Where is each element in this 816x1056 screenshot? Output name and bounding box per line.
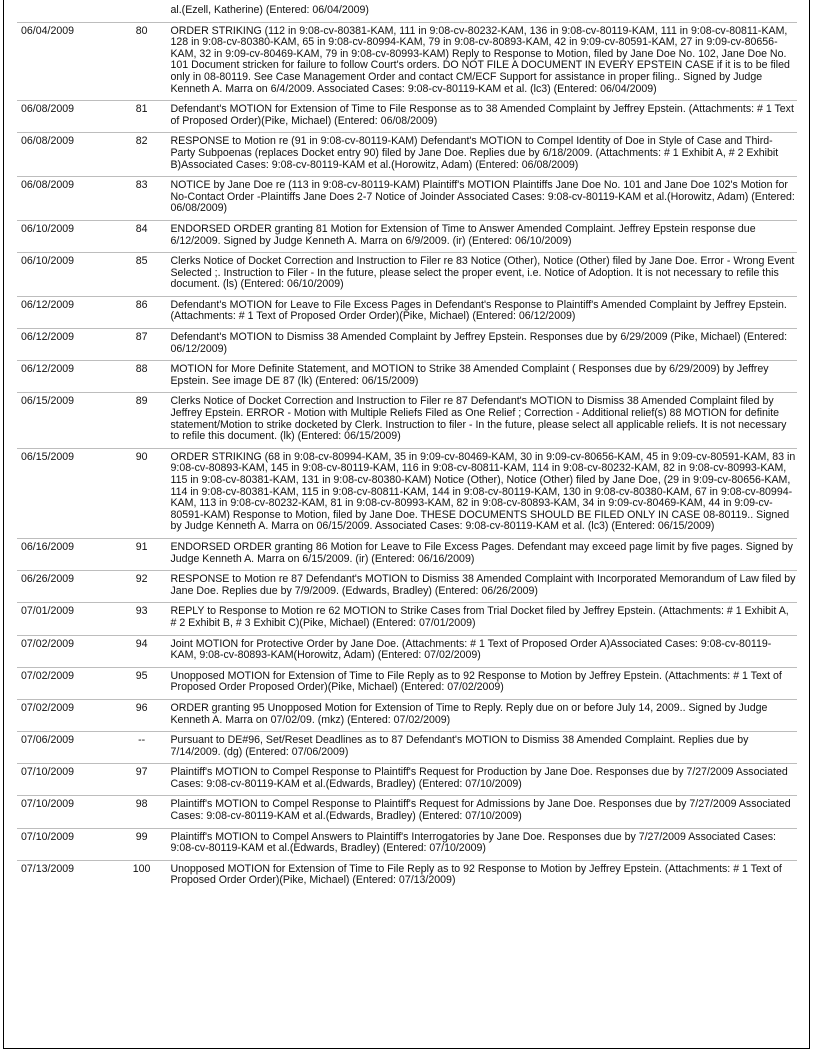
entry-number: 95: [113, 667, 171, 699]
entry-number: 91: [113, 538, 171, 570]
entry-number: 84: [113, 220, 171, 252]
continuation-text: al.(Ezell, Katherine) (Entered: 06/04/2009): [170, 4, 369, 16]
entry-date: 06/10/2009: [17, 220, 113, 252]
docket-entry-row: [17, 764, 797, 796]
entry-date: 07/10/2009: [17, 764, 113, 796]
docket-entry-row: [17, 253, 797, 297]
entry-number: 96: [113, 699, 171, 731]
docket-entry-row: [17, 571, 797, 603]
entry-date: 06/08/2009: [17, 133, 113, 177]
entry-date: 06/04/2009: [17, 22, 113, 101]
docket-body: [17, 5, 797, 892]
entry-date: 06/12/2009: [17, 329, 113, 361]
entry-text: NOTICE by Jane Doe re (113 in 9:08-cv-80119-KAM) Plaintiff's MOTION Plaintiffs Jane Doe No. 101 and Jane Doe 102's Motion for No-Contact Order -Plaintiffs Jane Does 2-7 Notice of Joinder Associated Cases: 9:08-cv-80119-KAM et al.(Horowitz, Adam) (Entered: 06/08/2009): [170, 177, 797, 221]
entry-date: 06/15/2009: [17, 393, 113, 448]
entry-date: 06/12/2009: [17, 296, 113, 328]
entry-number: 89: [113, 393, 171, 448]
entry-text: REPLY to Response to Motion re 62 MOTION to Strike Cases from Trial Docket filed by Jeffrey Epstein. (Attachments: # 1 Exhibit A, # 2 Exhibit B, # 3 Exhibit C)(Pike, Michael) (Entered: 07/01/2009): [170, 603, 797, 635]
entry-date: 06/26/2009: [17, 571, 113, 603]
entry-date: 06/16/2009: [17, 538, 113, 570]
entry-date: 07/10/2009: [17, 796, 113, 828]
entry-text: Plaintiff's MOTION to Compel Response to Plaintiff's Request for Production by Jane Doe. Responses due by 7/27/2009 Associated Cases: 9:08-cv-80119-KAM et al.(Edwards, Bradley) (Entered: 07/10/2009): [170, 764, 797, 796]
entry-number: 88: [113, 361, 171, 393]
docket-entry-row: [17, 133, 797, 177]
entry-text: ENDORSED ORDER granting 86 Motion for Leave to File Excess Pages. Defendant may exceed page limit by five pages. Signed by Judge Kenneth A. Marra on 6/15/2009. (ir) (Entered: 06/16/2009): [170, 538, 797, 570]
entry-number: 86: [113, 296, 171, 328]
entry-text: Defendant's MOTION for Extension of Time to File Response as to 38 Amended Complaint by Jeffrey Epstein. (Attachments: # 1 Text of Proposed Order)(Pike, Michael) (Entered: 06/08/2009): [170, 101, 797, 133]
entry-text: Clerks Notice of Docket Correction and Instruction to Filer re 83 Notice (Other), Notice (Other) filed by Jane Doe. Error - Wrong Event Selected ;. Instruction to Filer - In the future, please select the proper event, i.e. Notice of Adoption. It is not necessary to refile this document. (ls) (Entered: 06/10/2009): [170, 253, 797, 297]
entry-text: Defendant's MOTION for Leave to File Excess Pages in Defendant's Response to Plaintiff's Amended Complaint by Jeffrey Epstein. (Attachments: # 1 Text of Proposed Order Order)(Pike, Michael) (Entered: 06/12/2009): [170, 296, 797, 328]
entry-text: RESPONSE to Motion re 87 Defendant's MOTION to Dismiss 38 Amended Complaint with Incorporated Memorandum of Law filed by Jane Doe. Replies due by 7/9/2009. (Edwards, Bradley) (Entered: 06/26/2009): [170, 571, 797, 603]
continuation-row: [17, 5, 797, 22]
entry-text: ENDORSED ORDER granting 81 Motion for Extension of Time to Answer Amended Complaint. Jeffrey Epstein response due 6/12/2009. Signed by Judge Kenneth A. Marra on 6/9/2009. (ir) (Entered: 06/10/2009): [170, 220, 797, 252]
docket-entry-row: [17, 101, 797, 133]
docket-entry-row: [17, 732, 797, 764]
docket-entry-row: [17, 296, 797, 328]
entry-text: RESPONSE to Motion re (91 in 9:08-cv-80119-KAM) Defendant's MOTION to Compel Identity of Doe in Style of Case and Third-Party Subpoenas (replaces Docket entry 90) filed by Jane Doe. Replies due by 6/18/2009. (Attachments: # 1 Exhibit A, # 2 Exhibit B)Associated Cases: 9:08-cv-80119-KAM et al.(Horowitz, Adam) (Entered: 06/08/2009): [170, 133, 797, 177]
entry-text: Defendant's MOTION to Dismiss 38 Amended Complaint by Jeffrey Epstein. Responses due by 6/29/2009 (Pike, Michael) (Entered: 06/12/2009): [170, 329, 797, 361]
entry-number: 82: [113, 133, 171, 177]
entry-text: Plaintiff's MOTION to Compel Response to Plaintiff's Request for Admissions by Jane Doe. Responses due by 7/27/2009 Associated Cases: 9:08-cv-80119-KAM et al.(Edwards, Bradley) (Entered: 07/10/2009): [170, 796, 797, 828]
entry-text: ORDER STRIKING (68 in 9:08-cv-80994-KAM, 35 in 9:09-cv-80469-KAM, 30 in 9:09-cv-80656-KAM, 45 in 9:09-cv-80591-KAM, 83 in 9:08-cv-80893-KAM, 145 in 9:08-cv-80119-KAM, 116 in 9:08-cv-80811-KAM, 114 in 9:08-cv-80232-KAM, 82 in 9:08-cv-80993-KAM, 115 in 9:08-cv-80381-KAM, 131 in 9:08-cv-80380-KAM) Notice (Other), Notice (Other) filed by Jane Doe, (29 in 9:09-cv-80656-KAM, 114 in 9:08-cv-80381-KAM, 115 in 9:08-cv-80811-KAM, 144 in 9:08-cv-80119-KAM, 130 in 9:08-cv-80380-KAM, 67 in 9:08-cv-80994-KAM, 113 in 9:08-cv-80232-KAM, 81 in 9:08-cv-80993-KAM, 82 in 9:08-cv-80893-KAM, 34 in 9:09-cv-80469-KAM, 44 in 9:09-cv-80591-KAM) Response to Motion, filed by Jane Doe. THESE DOCUMENTS SHOULD BE FILED ONLY IN CASE 08-80119.. Signed by Judge Kenneth A. Marra on 06/15/2009. Associated Cases: 9:08-cv-80119-KAM et al. (lc3) (Entered: 06/15/2009): [170, 448, 797, 538]
entry-number: 83: [113, 177, 171, 221]
entry-number: 87: [113, 329, 171, 361]
docket-table: [17, 5, 797, 892]
entry-number: 97: [113, 764, 171, 796]
docket-entry-row: [17, 860, 797, 892]
entry-date: 07/02/2009: [17, 667, 113, 699]
entry-number: 99: [113, 828, 171, 860]
entry-number: 81: [113, 101, 171, 133]
entry-text: Unopposed MOTION for Extension of Time to File Reply as to 92 Response to Motion by Jeffrey Epstein. (Attachments: # 1 Text of Proposed Order Order)(Pike, Michael) (Entered: 07/13/2009): [170, 860, 797, 892]
docket-entry-row: [17, 603, 797, 635]
entry-date: 07/02/2009: [17, 635, 113, 667]
docket-entry-row: [17, 635, 797, 667]
docket-entry-row: [17, 220, 797, 252]
entry-date: 06/10/2009: [17, 253, 113, 297]
entry-date: 06/15/2009: [17, 448, 113, 538]
entry-number: 98: [113, 796, 171, 828]
entry-date: 07/13/2009: [17, 860, 113, 892]
continuation-number-cell: [113, 5, 171, 22]
entry-number: 80: [113, 22, 171, 101]
entry-text: Clerks Notice of Docket Correction and Instruction to Filer re 87 Defendant's MOTION to Dismiss 38 Amended Complaint filed by Jeffrey Epstein. ERROR - Motion with Multiple Reliefs Filed as One Relief ; Correction - Additional relief(s) 88 MOTION for definite statement/Motion to strike docketed by Clerk. Instruction to filer - In the future, please select all applicable reliefs. It is not necessary to refile this document. (lk) (Entered: 06/15/2009): [170, 393, 797, 448]
entry-number: 85: [113, 253, 171, 297]
entry-number: 90: [113, 448, 171, 538]
entry-date: 07/10/2009: [17, 828, 113, 860]
entry-number: 93: [113, 603, 171, 635]
docket-entry-row: [17, 22, 797, 101]
entry-number: --: [113, 732, 171, 764]
entry-date: 07/02/2009: [17, 699, 113, 731]
docket-entry-row: [17, 361, 797, 393]
entry-text: Unopposed MOTION for Extension of Time to File Reply as to 92 Response to Motion by Jeffrey Epstein. (Attachments: # 1 Text of Proposed Order Proposed Order)(Pike, Michael) (Entered: 07/02/2009): [170, 667, 797, 699]
entry-number: 94: [113, 635, 171, 667]
docket-entry-row: [17, 448, 797, 538]
docket-entry-row: [17, 393, 797, 448]
entry-text: ORDER STRIKING (112 in 9:08-cv-80381-KAM, 111 in 9:08-cv-80232-KAM, 136 in 9:08-cv-80119-KAM, 111 in 9:08-cv-80811-KAM, 128 in 9:08-cv-80380-KAM, 65 in 9:08-cv-80994-KAM, 79 in 9:08-cv-80893-KAM, 42 in 9:09-cv-80591-KAM, 27 in 9:09-cv-80656-KAM, 32 in 9:09-cv-80469-KAM, 79 in 9:08-cv-80993-KAM) Reply to Response to Motion, filed by Jane Doe No. 102, Jane Doe No. 101 Document stricken for failure to follow Court's orders. DO NOT FILE A DOCUMENT IN EVERY EPSTEIN CASE if it is to be filed only in 08-80119. See Case Management Order and contact CM/ECF Support for assistance in proper filing.. Signed by Judge Kenneth A. Marra on 6/4/2009. Associated Cases: 9:08-cv-80119-KAM et al. (lc3) (Entered: 06/04/2009): [170, 22, 797, 101]
docket-entry-row: [17, 538, 797, 570]
continuation-date-cell: [17, 5, 113, 22]
entry-date: 06/08/2009: [17, 177, 113, 221]
docket-entry-row: [17, 796, 797, 828]
entry-number: 100: [113, 860, 171, 892]
entry-text: Plaintiff's MOTION to Compel Answers to Plaintiff's Interrogatories by Jane Doe. Responses due by 7/27/2009 Associated Cases: 9:08-cv-80119-KAM et al.(Edwards, Bradley) (Entered: 07/10/2009): [170, 828, 797, 860]
entry-text: Joint MOTION for Protective Order by Jane Doe. (Attachments: # 1 Text of Proposed Order A)Associated Cases: 9:08-cv-80119-KAM, 9:08-cv-80893-KAM(Horowitz, Adam) (Entered: 07/02/2009): [170, 635, 797, 667]
docket-entry-row: [17, 667, 797, 699]
entry-date: 06/08/2009: [17, 101, 113, 133]
entry-text: MOTION for More Definite Statement, and MOTION to Strike 38 Amended Complaint ( Responses due by 6/29/2009) by Jeffrey Epstein. See image DE 87 (lk) (Entered: 06/15/2009): [170, 361, 797, 393]
docket-entry-row: [17, 329, 797, 361]
docket-entry-row: [17, 177, 797, 221]
entry-number: 92: [113, 571, 171, 603]
entry-date: 07/01/2009: [17, 603, 113, 635]
entry-text: Pursuant to DE#96, Set/Reset Deadlines as to 87 Defendant's MOTION to Dismiss 38 Amended Complaint. Replies due by 7/14/2009. (dg) (Entered: 07/06/2009): [170, 732, 797, 764]
docket-entry-row: [17, 828, 797, 860]
entry-date: 07/06/2009: [17, 732, 113, 764]
docket-entry-row: [17, 699, 797, 731]
entry-text: ORDER granting 95 Unopposed Motion for Extension of Time to Reply. Reply due on or before July 14, 2009.. Signed by Judge Kenneth A. Marra on 07/02/09. (mkz) (Entered: 07/02/2009): [170, 699, 797, 731]
entry-date: 06/12/2009: [17, 361, 113, 393]
